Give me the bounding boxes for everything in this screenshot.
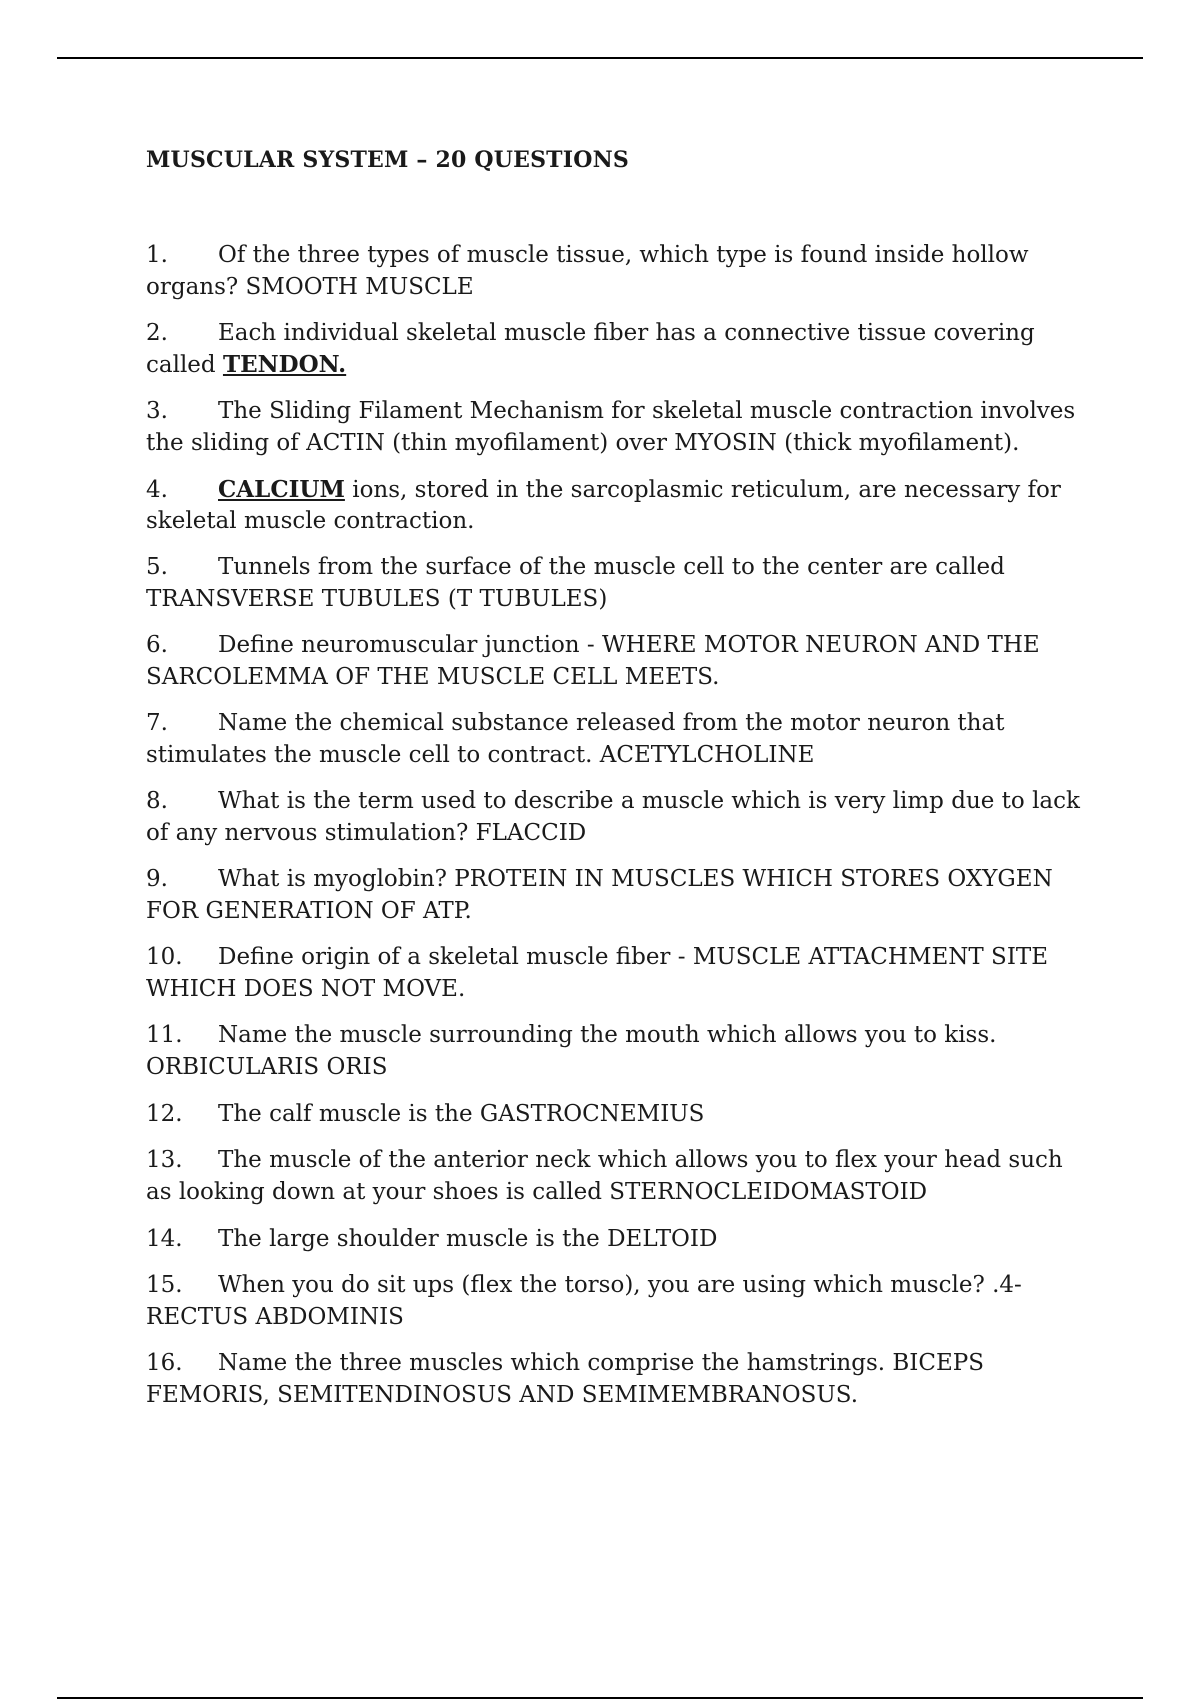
- question-item: [146, 864, 1086, 927]
- question-text: The large shoulder muscle is the DELTOID: [218, 1226, 718, 1252]
- question-number: 7.: [146, 710, 168, 736]
- question-text: Define neuromuscular junction - WHERE MOTOR NEURON AND THE SARCOLEMMA OF THE MUSCLE CELL MEETS.: [146, 632, 1040, 690]
- question-item: [146, 396, 1086, 459]
- question-item: [146, 708, 1086, 771]
- question-item: [146, 942, 1086, 1005]
- question-item: [146, 630, 1086, 693]
- question-item: [146, 318, 1086, 381]
- question-number: 12.: [146, 1101, 183, 1127]
- question-number: 6.: [146, 632, 168, 658]
- question-item: [146, 1098, 1086, 1130]
- question-number: 3.: [146, 398, 168, 424]
- question-text-continued: ions, stored in the sarcoplasmic reticulum, are necessary for skeletal muscle contraction.: [146, 477, 1061, 534]
- bottom-rule: [57, 1697, 1143, 1699]
- question-text: Define origin of a skeletal muscle fiber - MUSCLE ATTACHMENT SITE WHICH DOES NOT MOVE.: [146, 944, 1049, 1002]
- question-number: 16.: [146, 1350, 183, 1376]
- emphasized-answer: TENDON.: [222, 351, 347, 378]
- question-item: [146, 240, 1086, 303]
- question-item: [146, 1145, 1086, 1208]
- question-item: [146, 1223, 1086, 1255]
- emphasized-answer: CALCIUM: [218, 476, 345, 503]
- question-text: The Sliding Filament Mechanism for skeletal muscle contraction involves the sliding of ACTIN (thin myofilament) over MYOSIN (thick myofilament).: [146, 398, 1076, 456]
- top-rule: [57, 57, 1143, 59]
- question-number: 10.: [146, 944, 183, 970]
- question-number: 4.: [146, 477, 168, 503]
- question-number: 11.: [146, 1022, 183, 1048]
- question-text: Tunnels from the surface of the muscle cell to the center are called TRANSVERSE TUBULES (T TUBULES): [146, 554, 1005, 612]
- question-item: [146, 552, 1086, 615]
- question-text: What is the term used to describe a muscle which is very limp due to lack of any nervous stimulation? FLACCID: [146, 788, 1080, 846]
- question-item: [146, 1020, 1086, 1083]
- question-number: 13.: [146, 1147, 183, 1173]
- question-number: 9.: [146, 866, 168, 892]
- question-text: The calf muscle is the GASTROCNEMIUS: [218, 1101, 705, 1127]
- question-number: 8.: [146, 788, 168, 814]
- question-number: 2.: [146, 320, 168, 346]
- question-text: Of the three types of muscle tissue, which type is found inside hollow organs? SMOOTH MUSCLE: [146, 242, 1029, 300]
- document-body: [146, 146, 1086, 1426]
- question-text: Name the three muscles which comprise the hamstrings. BICEPS FEMORIS, SEMITENDINOSUS AND SEMIMEMBRANOSUS.: [146, 1350, 984, 1408]
- question-text: Each individual skeletal muscle fiber has a connective tissue covering called: [146, 320, 1035, 378]
- question-number: 1.: [146, 242, 168, 268]
- question-text: Name the muscle surrounding the mouth which allows you to kiss. ORBICULARIS ORIS: [146, 1022, 997, 1080]
- question-number: 15.: [146, 1272, 183, 1298]
- question-text: The muscle of the anterior neck which allows you to flex your head such as looking down at your shoes is called STERNOCLEIDOMASTOID: [146, 1147, 1063, 1205]
- question-list: [146, 240, 1086, 1411]
- question-item: [146, 1348, 1086, 1411]
- question-item: [146, 1270, 1086, 1333]
- question-number: 5.: [146, 554, 168, 580]
- document-title: MUSCULAR SYSTEM – 20 QUESTIONS: [146, 147, 629, 173]
- question-text: What is myoglobin? PROTEIN IN MUSCLES WHICH STORES OXYGEN FOR GENERATION OF ATP.: [146, 866, 1053, 924]
- question-item: [146, 474, 1086, 537]
- question-text: When you do sit ups (flex the torso), you are using which muscle? .4- RECTUS ABDOMINIS: [146, 1272, 1022, 1330]
- question-text: Name the chemical substance released from the motor neuron that stimulates the muscle cell to contract. ACETYLCHOLINE: [146, 710, 1005, 768]
- question-number: 14.: [146, 1226, 183, 1252]
- question-item: [146, 786, 1086, 849]
